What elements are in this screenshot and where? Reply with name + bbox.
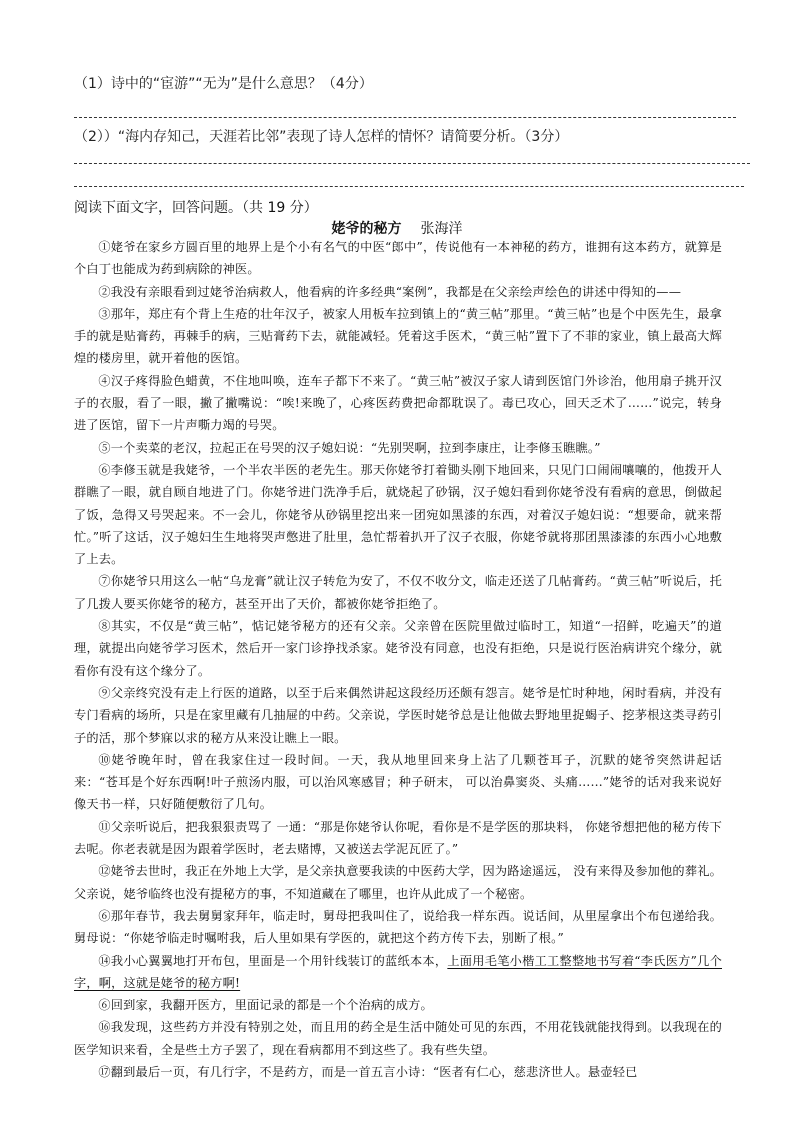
paragraph-14-text: ⑭我小心翼翼地打开布包，里面是一个用针线装订的蓝纸本本，	[98, 953, 448, 968]
paragraph-16: ⑯我发现，这些药方并没有特别之处，而且用的药全是生活中随处可见的东西，不用花钱就能找得到。以我现在的医学知识来看，全是些土方子罢了，现在看病都用不到这些了。我有些失望。	[74, 1020, 722, 1057]
answer-line-2	[74, 163, 750, 164]
question-2: （2））“海内存知己，天涯若比邻”表现了诗人怎样的情怀？请简要分析。（3分）	[74, 129, 569, 145]
paragraph-10: ⑩姥爷晚年时，曾在我家住过一段时间。一天，我从地里回来身上沾了几颗苍耳子，沉默的姥爷突然讲起话来：“苍耳是个好东西啊!叶子煎汤内服，可以治风寒感冒；种子研末， 可以治鼻窦炎、头痛……”姥爷的话对我来说好像天书一样，只好随便敷衍了几句。	[74, 752, 722, 812]
paragraph-3: ③那年，郑庄有个背上生疮的壮年汉子，被家人用板车拉到镇上的“黄三帖”那里。“黄三帖”也是个中医先生，最拿手的就是贴膏药，再棘手的病，三贴膏药下去，就能减轻。凭着这手医术，“黄三帖”置下了不菲的家业，镇上最高大辉煌的楼房里，就开着他的医馆。	[74, 306, 722, 366]
article-title-text: 姥爷的秘方	[331, 221, 402, 237]
paragraph-1: ①姥爷在家乡方圆百里的地界上是个小有名气的中医“郎中”，传说他有一本神秘的药方，谁拥有这本药方，就算是个白丁也能成为药到病除的神医。	[74, 240, 722, 277]
paragraph-2: ②我没有亲眼看到过姥爷治病救人，他看病的许多经典“案例”，我都是在父亲绘声绘色的讲述中得知的——	[98, 284, 682, 299]
paragraph-5: ⑤一个卖菜的老汉，拉起正在号哭的汉子媳妇说：“先别哭啊，拉到李康庄，让李修玉瞧瞧。”	[98, 440, 601, 455]
paragraph-11: ⑪父亲听说后，把我狠狠责骂了 一通：“那是你姥爷认你呢，看你是不是学医的那块料， 你姥爷想把他的秘方传下去呢。你老表就是因为跟着学医时，老去赌博，又被送去学泥瓦匠了。”	[74, 819, 722, 857]
paragraph-12: ⑫姥爷去世时，我正在外地上大学，是父亲执意要我读的中医药大学，因为路途遥远， 没有来得及参加他的葬礼。父亲说，姥爷临终也没有提秘方的事，不知道藏在了哪里，也许从此成了一个秘密。	[74, 864, 722, 901]
paragraph-15: ⑥回到家，我翻开医方，里面记录的都是一个个治病的成方。	[98, 998, 433, 1013]
paragraph-8: ⑧其实，不仅是“黄三帖”，惦记姥爷秘方的还有父亲。父亲曾在医院里做过临时工，知道“一招鲜，吃遍天”的道理，就提出向姥爷学习医术，然后开一家门诊挣找杀家。姥爷没有同意，也没有拒绝，只是说行医治病讲究个缘分，就看你有没有这个缘分了。	[74, 619, 722, 678]
article-author: 张海洋	[420, 221, 463, 237]
reading-instruction: 阅读下面文字，回答问题。（共 19 分）	[74, 200, 318, 216]
paragraph-17: ⑰翻到最后一页，有几行字，不是药方，而是一首五言小诗：“医者有仁心，慈悲济世人。悬壶轻已	[98, 1064, 638, 1079]
answer-line-3	[74, 186, 744, 187]
paragraph-7: ⑦你姥爷只用这么一帖“乌龙膏”就让汉子转危为安了，不仅不收分文，临走还送了几帖膏药。“黄三帖”听说后，托了几拨人要买你姥爷的秘方，甚至开出了天价，都被你姥爷拒绝了。	[74, 574, 722, 611]
answer-line-1	[74, 117, 736, 118]
paragraph-13: ⑥那年春节，我去舅舅家拜年，临走时，舅母把我叫住了，说给我一样东西。说话间，从里屋拿出个布包递给我。舅母说：“你姥爷临走时嘱咐我，后人里如果有学医的，就把这个药方传下去，别断了根。”	[74, 908, 722, 946]
paragraph-9: ⑨父亲终究没有走上行医的道路，以至于后来偶然讲起这段经历还颇有怨言。姥爷是忙时种地，闲时看病，并没有专门看病的场所，只是在家里藏有几抽屉的中药。父亲说，学医时姥爷总是让他做去野地里捉蝎子、挖茅根这类寻药引子的活，那个梦寐以求的秘方从来没让瞧上一眼。	[74, 685, 722, 745]
paragraph-6: ⑥李修玉就是我姥爷，一个半农半医的老先生。那天你姥爷打着锄头刚下地回来，只见门口闹闹嚷嚷的，他拨开人群瞧了一眼，就自顾自地进了门。你姥爷进门洗净手后，就烧起了砂锅，汉子媳妇看到你姥爷没有看病的意思，倒做起了饭，急得又号哭起来。不一会儿，你姥爷从砂锅里挖出来一团宛如黑漆的东西，对着汉子媳妇说：“想要命，就来帮忙。”听了这话，汉子媳妇生生地将哭声憋进了肚里，急忙帮着扒开了汉子衣服，你姥爷就将那团黑漆漆的东西小心地敷了上去。	[74, 462, 722, 567]
paragraph-14-underlined: 上面用毛笔小楷工工整整地书写着“李氏医方”几个字，啊，这就是姥爷的秘方啊!	[74, 953, 722, 990]
article-title	[0, 218, 794, 238]
paragraph-14	[74, 950, 722, 995]
article-body	[74, 236, 722, 1083]
paragraph-4: ④汉子疼得脸色蜡黄，不住地叫唤，连车子都下不来了。“黄三帖”被汉子家人请到医馆门外诊治，他用扇子挑开汉子的衣服，看了一眼，撇了撇嘴说：“唉!来晚了，心疼医药费把命都耽误了。毒已攻心，回天乏术了……”说完，转身进了医馆，留下一片声嘶力竭的号哭。	[74, 373, 722, 433]
question-1: （1）诗中的“宦游”“无为”是什么意思？（4分）	[74, 76, 373, 92]
